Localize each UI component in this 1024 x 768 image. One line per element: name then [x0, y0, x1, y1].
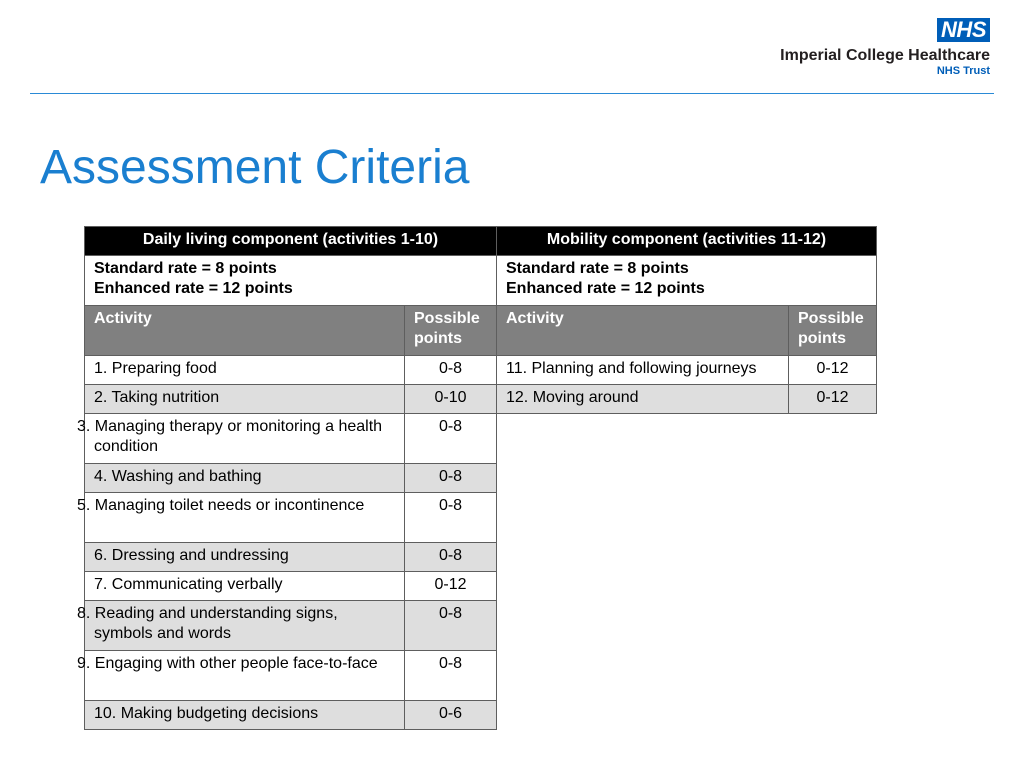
- points-cell: 0-12: [789, 385, 877, 414]
- mobility-header-row: [497, 227, 877, 256]
- mobility-standard-rate: Standard rate = 8 points: [506, 260, 689, 277]
- nhs-logo-mark: NHS: [937, 18, 990, 42]
- header-divider: [30, 93, 994, 94]
- activity-cell: 12. Moving around: [497, 385, 789, 414]
- activity-cell: 5. Managing toilet needs or incontinence: [85, 493, 405, 543]
- activity-cell: 8. Reading and understanding signs, symbols and words: [85, 601, 405, 651]
- mobility-col-points: Possible points: [789, 306, 877, 356]
- activity-cell: 11. Planning and following journeys: [497, 356, 789, 385]
- activity-cell: 7. Communicating verbally: [85, 572, 405, 601]
- activity-cell: 3. Managing therapy or monitoring a health condition: [85, 414, 405, 464]
- daily-column-header-row: [85, 306, 497, 356]
- table-row: [85, 493, 497, 543]
- daily-living-table: [77, 226, 497, 730]
- daily-header-row: [85, 227, 497, 256]
- table-row: [497, 356, 877, 385]
- table-row: [85, 414, 497, 464]
- points-cell: 0-12: [405, 572, 497, 601]
- table-row: [85, 601, 497, 651]
- activity-cell: 10. Making budgeting decisions: [85, 701, 405, 730]
- daily-col-activity: Activity: [85, 306, 405, 356]
- points-cell: 0-12: [789, 356, 877, 385]
- activity-cell: 1. Preparing food: [85, 356, 405, 385]
- daily-header: Daily living component (activities 1-10): [85, 227, 497, 256]
- daily-rates: [85, 256, 497, 306]
- table-row: [85, 651, 497, 701]
- activity-cell: 2. Taking nutrition: [85, 385, 405, 414]
- activity-cell: 6. Dressing and undressing: [85, 543, 405, 572]
- mobility-table: [496, 226, 877, 414]
- mobility-rates: [497, 256, 877, 306]
- points-cell: 0-10: [405, 385, 497, 414]
- daily-enhanced-rate: Enhanced rate = 12 points: [94, 280, 293, 297]
- points-cell: 0-8: [405, 651, 497, 701]
- logo-org-sub: NHS Trust: [936, 65, 990, 77]
- points-cell: 0-8: [405, 464, 497, 493]
- points-cell: 0-8: [405, 543, 497, 572]
- mobility-enhanced-rate: Enhanced rate = 12 points: [506, 280, 705, 297]
- activity-cell: 9. Engaging with other people face-to-face: [85, 651, 405, 701]
- points-cell: 0-8: [405, 493, 497, 543]
- table-row: [85, 543, 497, 572]
- mobility-column-header-row: [497, 306, 877, 356]
- table-row: [497, 385, 877, 414]
- mobility-col-activity: Activity: [497, 306, 789, 356]
- mobility-header: Mobility component (activities 11-12): [497, 227, 877, 256]
- daily-standard-rate: Standard rate = 8 points: [94, 260, 277, 277]
- points-cell: 0-8: [405, 601, 497, 651]
- table-row: [85, 356, 497, 385]
- table-row: [85, 385, 497, 414]
- table-row: [85, 572, 497, 601]
- points-cell: 0-8: [405, 414, 497, 464]
- table-row: [85, 701, 497, 730]
- mobility-rate-row: [497, 256, 877, 306]
- points-cell: 0-6: [405, 701, 497, 730]
- table-row: [85, 464, 497, 493]
- daily-rate-row: [85, 256, 497, 306]
- activity-cell: 4. Washing and bathing: [85, 464, 405, 493]
- logo-org-name: Imperial College Healthcare: [780, 47, 990, 64]
- nhs-trust-logo: [780, 18, 990, 78]
- points-cell: 0-8: [405, 356, 497, 385]
- daily-col-points: Possible points: [405, 306, 497, 356]
- slide-title: Assessment Criteria: [40, 141, 470, 194]
